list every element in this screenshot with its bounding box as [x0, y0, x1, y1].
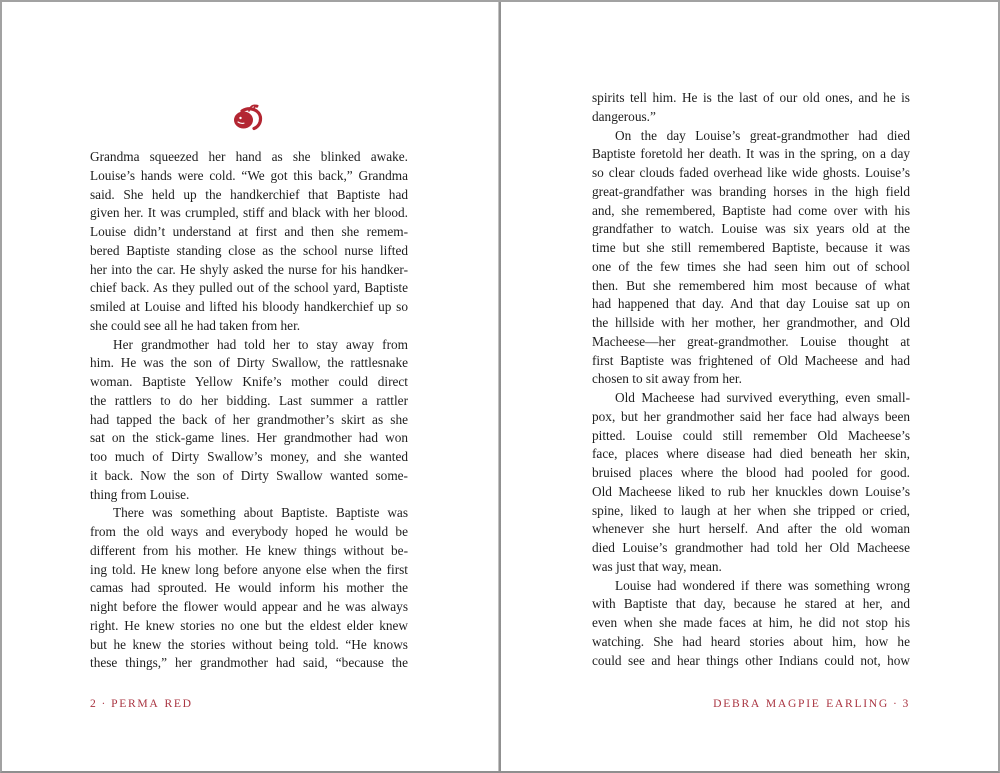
text-line: different from his mother. He knew things without be- [90, 542, 408, 558]
text-line: so clear clouds faded overhead like wide ghosts. Louise’s [592, 165, 910, 180]
text-line: bered Baptiste standing close as the school nurse lifted [90, 242, 408, 258]
text-line: chosen to sit away from her. [592, 371, 742, 387]
text-line: whenever she hurt herself. And after the old woman [592, 521, 910, 537]
text-line: said. She held up the handkerchief that Baptiste had [90, 186, 408, 202]
text-line: woman. Baptiste Yellow Knife’s mother could direct [90, 374, 408, 389]
text-line: Macheese—her great-grandmother. Louise thought at [592, 333, 910, 349]
text-line: On the day Louise’s great-grandmother had died [615, 127, 910, 143]
text-line: these things,” her grandmother had said, “because the [90, 655, 408, 671]
text-line: her into the car. He shyly asked the nurse for his handker- [90, 261, 408, 277]
paragraph [90, 504, 408, 673]
text-line: given her. It was crumpled, stiff and black with her blood. [90, 205, 408, 221]
spine-divider [498, 2, 501, 771]
text-line: smiled at Louise and lifted his bloody handkerchief up so [90, 299, 408, 314]
text-line: Her grandmother had told her to stay away from [113, 336, 408, 352]
text-line: first Baptiste was frightened of Old Macheese and had [592, 352, 910, 368]
text-line: Louise didn’t understand at first and then she remem- [90, 224, 408, 239]
text-line: pox, but her grandmother said her face had always been [592, 408, 910, 424]
text-line: Baptiste foretold her death. It was in the spring, on a day [592, 146, 910, 162]
text-line: great-grandfather was branding horses in the high field [592, 183, 910, 199]
text-line: dangerous.” [592, 108, 656, 124]
text-line: camas had sprouted. He would inform his mother the [90, 580, 408, 596]
page-number: 3 [902, 697, 910, 710]
bird-ornament-icon [90, 102, 408, 137]
text-line: Louise had wondered if there was something wrong [615, 577, 910, 593]
text-line: had tapped the back of her grandmother’s skirt as she [90, 411, 408, 427]
text-line: had happened that day. And that day Louise sat up on [592, 296, 910, 312]
text-line: Old Macheese had survived everything, even small- [615, 390, 910, 405]
text-line: him. He was the son of Dirty Swallow, the rattlesnake [90, 355, 408, 371]
left-running-footer [90, 697, 193, 710]
text-line: sat on the stick-game lines. Her grandmother had won [90, 430, 408, 446]
paragraph [592, 389, 910, 577]
text-line: and, she remembered, Baptiste had come over with his [592, 202, 910, 218]
text-line: one of the few times she had seen him out of school [592, 258, 910, 274]
page-number: 2 [90, 697, 98, 710]
text-line: spirits tell him. He is the last of our old ones, and he is [592, 90, 910, 105]
text-line: then. But she remembered him most because of what [592, 277, 910, 293]
footer-separator: · [101, 697, 108, 710]
text-line: died Louise’s grandmother had told her Old Macheese [592, 540, 910, 555]
text-line: too much of Dirty Swallow’s money, and she wanted [90, 449, 408, 464]
page-left [2, 2, 498, 771]
text-line: the rattlers to do her bidding. Last summer a rattler [90, 392, 408, 408]
text-line: right. He knew stories no one but the eldest elder knew [90, 617, 408, 633]
text-line: with Baptiste that day, because he stared at her, and [592, 596, 910, 612]
text-line: was just that way, mean. [592, 558, 722, 574]
text-line: grandfather to watch. Louise was six years old at the [592, 221, 910, 237]
running-head-author: DEBRA MAGPIE EARLING [713, 697, 889, 710]
text-line: Old Macheese liked to rub her knuckles down Louise’s [592, 483, 910, 499]
right-running-footer [713, 697, 910, 710]
text-line: she could see all he had taken from her. [90, 317, 301, 333]
text-line: night before the flower would appear and he was always [90, 599, 408, 614]
text-line: face, places where disease had died beneath her skin, [592, 446, 910, 462]
text-line: thing from Louise. [90, 486, 190, 502]
paragraph [90, 148, 408, 336]
text-line: watching. She had heard stories about him, how he [592, 633, 910, 649]
right-page-text [592, 89, 910, 670]
text-line: pitted. Louise could still remember Old Macheese’s [592, 427, 910, 443]
text-line: even when she made faces at him, he did not stop his [592, 615, 910, 630]
text-line: time but she still remembered Baptiste, because it was [592, 240, 910, 255]
text-line: the hillside with her mother, her grandmother, and Old [592, 315, 910, 330]
paragraph [592, 127, 910, 390]
text-line: chief back. As they pulled out of the school yard, Baptiste [90, 280, 408, 296]
text-line: Louise’s hands were cold. “We got this back,” Grandma [90, 167, 408, 183]
text-line: There was something about Baptiste. Baptiste was [113, 505, 408, 521]
text-line: spine, liked to laugh at her when she tripped or cried, [592, 502, 910, 518]
page-right [502, 2, 998, 771]
footer-separator: · [892, 697, 899, 710]
text-line: ing told. He knew long before anyone else when the first [90, 561, 408, 577]
paragraph [90, 336, 408, 505]
text-line: but he knew the stories without being told. “He knows [90, 636, 408, 652]
running-head-title: PERMA RED [111, 697, 193, 710]
text-line: Grandma squeezed her hand as she blinked awake. [90, 149, 408, 164]
text-line: from the old ways and everybody hoped he would be [90, 524, 408, 539]
paragraph [592, 89, 910, 127]
text-line: it back. Now the son of Dirty Swallow wanted some- [90, 467, 408, 483]
paragraph [592, 577, 910, 671]
text-line: bruised places where the blood had pooled for good. [592, 465, 910, 480]
left-page-text [90, 148, 408, 673]
text-line: could see and hear things other Indians could not, how [592, 652, 910, 668]
